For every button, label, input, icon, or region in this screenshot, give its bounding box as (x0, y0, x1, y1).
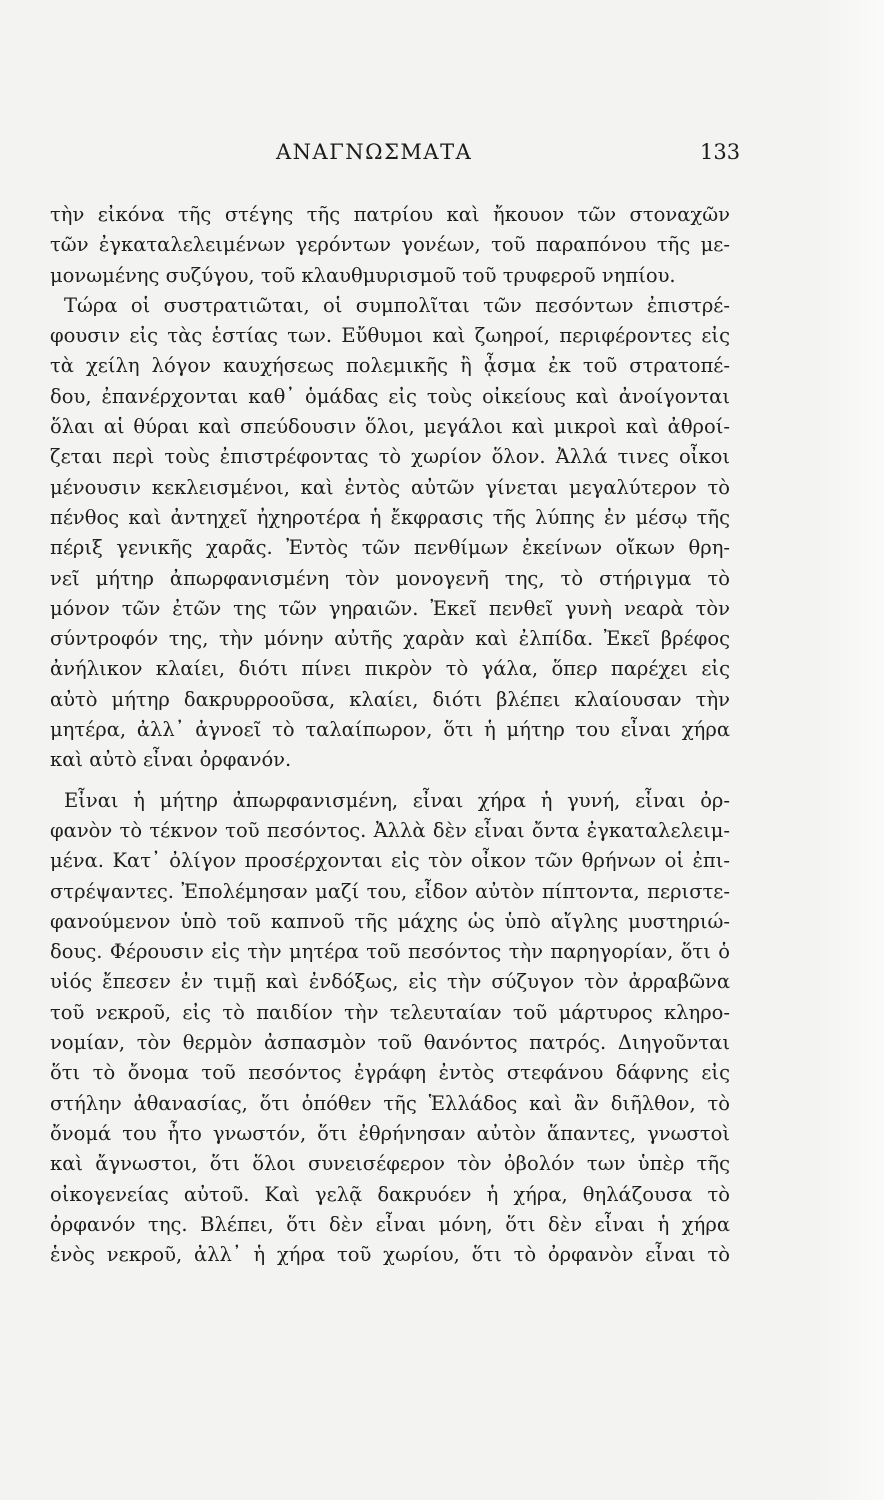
text-line: Τώρα οἱ συστρατιῶται, οἱ συμπολῖται τῶν πεσόντων ἐπιστρέ- (64, 293, 730, 317)
text-body (50, 200, 730, 1270)
text-line: ὅλαι αἱ θύραι καὶ σπεύδουσιν ὅλοι, μεγάλοι καὶ μικροὶ καὶ ἀθροί- (50, 415, 730, 439)
text-line: μένουσιν κεκλεισμένοι, καὶ ἐντὸς αὐτῶν γίνεται μεγαλύτερον τὸ (50, 475, 730, 499)
text-line: καὶ αὐτὸ εἶναι ὀρφανόν. (50, 748, 292, 772)
paragraph-2 (50, 291, 730, 776)
text-line: στρέψαντες. Ἐπολέμησαν μαζί του, εἶδον αὐτὸν πίπτοντα, περιστε- (50, 879, 730, 903)
text-line: μένα. Κατ᾽ ὀλίγον προσέρχονται εἰς τὸν οἶκον τῶν θρήνων οἱ ἐπι- (50, 849, 730, 873)
text-line: νομίαν, τὸν θερμὸν ἀσπασμὸν τοῦ θανόντος πατρός. Διηγοῦνται (50, 1031, 730, 1055)
text-line: πέριξ γενικῆς χαρᾶς. Ἐντὸς τῶν πενθίμων ἐκείνων οἴκων θρη- (50, 536, 730, 560)
page-edge-shading (814, 0, 884, 1500)
text-line: οἰκογενείας αὐτοῦ. Καὶ γελᾷ δακρυόεν ἡ χήρα, θηλάζουσα τὸ (50, 1182, 730, 1206)
text-line: τοῦ νεκροῦ, εἰς τὸ παιδίον τὴν τελευταίαν τοῦ μάρτυρος κληρο- (50, 1000, 730, 1024)
text-line: Εἶναι ἡ μήτηρ ἀπωρφανισμένη, εἶναι χήρα ἡ γυνή, εἶναι ὀρ- (64, 788, 730, 812)
text-line: στήλην ἀθανασίας, ὅτι ὁπόθεν τῆς Ἑλλάδος καὶ ἂν διῆλθον, τὸ (50, 1091, 730, 1115)
text-line: ζεται περὶ τοὺς ἐπιστρέφοντας τὸ χωρίον ὅλον. Ἀλλά τινες οἶκοι (50, 445, 730, 469)
page-header (0, 140, 884, 180)
text-line: τὰ χείλη λόγον καυχήσεως πολεμικῆς ἢ ᾆσμα ἐκ τοῦ στρατοπέ- (50, 354, 730, 378)
text-line: ὄνομά του ἦτο γνωστόν, ὅτι ἐθρήνησαν αὐτὸν ἅπαντες, γνωστοὶ (50, 1121, 730, 1145)
text-line: καὶ ἄγνωστοι, ὅτι ὅλοι συνεισέφερον τὸν ὀβολόν των ὑπὲρ τῆς (50, 1152, 730, 1176)
text-line: νεῖ μήτηρ ἀπωρφανισμένη τὸν μονογενῆ της, τὸ στήριγμα τὸ (50, 566, 730, 590)
paragraph-3 (50, 786, 730, 1271)
text-line: σύντροφόν της, τὴν μόνην αὐτῆς χαρὰν καὶ ἐλπίδα. Ἐκεῖ βρέφος (50, 627, 730, 651)
text-line: ὀρφανόν της. Βλέπει, ὅτι δὲν εἶναι μόνη, ὅτι δὲν εἶναι ἡ χήρα (50, 1212, 730, 1236)
paragraph-gap (50, 776, 730, 786)
text-line: μονωμένης συζύγου, τοῦ κλαυθμυρισμοῦ τοῦ τρυφεροῦ νηπίου. (50, 263, 676, 287)
text-line: ἀνήλικον κλαίει, διότι πίνει πικρὸν τὸ γάλα, ὅπερ παρέχει εἰς (50, 657, 730, 681)
text-line: τὴν εἰκόνα τῆς στέγης τῆς πατρίου καὶ ἤκουον τῶν στοναχῶν (50, 203, 730, 226)
text-line: ἑνὸς νεκροῦ, ἀλλ᾽ ἡ χήρα τοῦ χωρίου, ὅτι τὸ ὀρφανὸν εἶναι τὸ (50, 1243, 730, 1267)
text-line: δου, ἐπανέρχονται καθ᾽ ὁμάδας εἰς τοὺς οἰκείους καὶ ἀνοίγονται (50, 384, 730, 408)
text-line: δους. Φέρουσιν εἰς τὴν μητέρα τοῦ πεσόντος τὴν παρηγορίαν, ὅτι ὁ (50, 940, 730, 964)
text-line: ὅτι τὸ ὄνομα τοῦ πεσόντος ἐγράφη ἐντὸς στεφάνου δάφνης εἰς (50, 1061, 730, 1085)
paragraph-1 (50, 200, 730, 291)
page-number: 133 (700, 140, 741, 164)
text-line: μητέρα, ἀλλ᾽ ἀγνοεῖ τὸ ταλαίπωρον, ὅτι ἡ μήτηρ του εἶναι χήρα (50, 718, 730, 742)
text-line: υἱός ἔπεσεν ἐν τιμῇ καὶ ἐνδόξως, εἰς τὴν σύζυγον τὸν ἀρραβῶνα (50, 970, 730, 994)
text-line: τῶν ἐγκαταλελειμένων γερόντων γονέων, τοῦ παραπόνου τῆς με- (50, 233, 730, 257)
text-line: αὐτὸ μήτηρ δακρυρροοῦσα, κλαίει, διότι βλέπει κλαίουσαν τὴν (50, 687, 730, 711)
text-line: μόνον τῶν ἐτῶν της τῶν γηραιῶν. Ἐκεῖ πενθεῖ γυνὴ νεαρὰ τὸν (50, 596, 730, 620)
text-line: πένθος καὶ ἀντηχεῖ ἠχηροτέρα ἡ ἔκφρασις τῆς λύπης ἐν μέσῳ τῆς (50, 505, 730, 529)
text-line: φουσιν εἰς τὰς ἑστίας των. Εὔθυμοι καὶ ζωηροί, περιφέροντες εἰς (50, 324, 730, 348)
text-line: φανὸν τὸ τέκνον τοῦ πεσόντος. Ἀλλὰ δὲν εἶναι ὄντα ἐγκαταλελειμ- (50, 818, 730, 842)
text-line: φανούμενον ὑπὸ τοῦ καπνοῦ τῆς μάχης ὡς ὑπὸ αἴγλης μυστηριώ- (50, 909, 730, 933)
running-title: ΑΝΑΓΝΩΣΜΑΤΑ (276, 140, 473, 164)
